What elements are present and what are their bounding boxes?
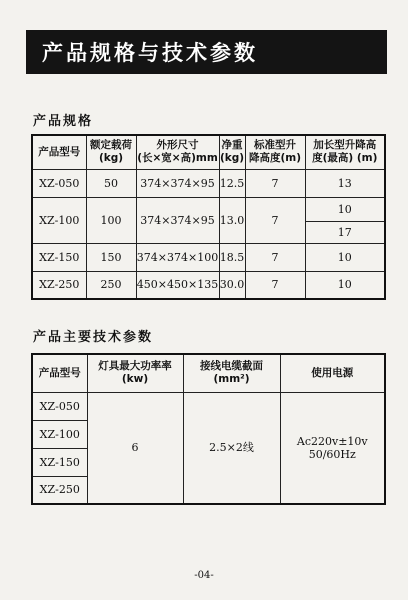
cell-ext-height: 10 (305, 243, 385, 271)
tech-table (31, 353, 386, 505)
spec-header-model: 产品型号 (32, 135, 86, 169)
cell-size: 450×450×135 (136, 271, 219, 299)
table-row (32, 197, 385, 221)
cell-ext-height: 10 (305, 197, 385, 221)
cell-load: 250 (86, 271, 136, 299)
spec-header-load: 额定载荷 (kg) (86, 135, 136, 169)
cell-std-height: 7 (245, 271, 305, 299)
cell-size: 374×374×95 (136, 169, 219, 197)
cell-size: 374×374×100 (136, 243, 219, 271)
cell-power: 6 (87, 392, 183, 504)
spec-header-std-height: 标准型升 降高度(m) (245, 135, 305, 169)
cell-model: XZ-250 (32, 271, 86, 299)
spec-header-size: 外形尺寸 (长×宽×高)mm (136, 135, 219, 169)
tech-header-row (32, 354, 385, 392)
cell-model: XZ-150 (32, 243, 86, 271)
cell-model: XZ-100 (32, 197, 86, 243)
table-row (32, 392, 385, 420)
spec-header-row (32, 135, 385, 169)
cell-model: XZ-250 (32, 476, 87, 504)
cell-std-height: 7 (245, 197, 305, 243)
cell-ext-height: 13 (305, 169, 385, 197)
cell-model: XZ-100 (32, 420, 87, 448)
tech-header-model: 产品型号 (32, 354, 87, 392)
cell-ext-height: 17 (305, 221, 385, 243)
cell-load: 50 (86, 169, 136, 197)
cell-std-height: 7 (245, 243, 305, 271)
cell-weight: 18.5 (219, 243, 245, 271)
table-row (32, 169, 385, 197)
spec-header-ext-height: 加长型升降高 度(最高) (m) (305, 135, 385, 169)
tech-header-power: 灯具最大功率率 (kw) (87, 354, 183, 392)
table-row (32, 271, 385, 299)
spec-header-weight: 净重 (kg) (219, 135, 245, 169)
table-row (32, 243, 385, 271)
tech-section-title: 产品主要技术参数 (33, 330, 154, 345)
tech-header-supply: 使用电源 (280, 354, 385, 392)
tech-header-cable: 接线电缆截面 (mm²) (183, 354, 280, 392)
cell-model: XZ-050 (32, 169, 86, 197)
cell-ext-height: 10 (305, 271, 385, 299)
cell-model: XZ-150 (32, 448, 87, 476)
banner-title: 产品规格与技术参数 (42, 41, 258, 65)
cell-weight: 12.5 (219, 169, 245, 197)
cell-weight: 30.0 (219, 271, 245, 299)
page-banner (26, 30, 387, 74)
page-number: -04- (194, 570, 214, 581)
cell-model: XZ-050 (32, 392, 87, 420)
cell-cable: 2.5×2线 (183, 392, 280, 504)
cell-load: 150 (86, 243, 136, 271)
cell-load: 100 (86, 197, 136, 243)
spec-table (31, 134, 386, 300)
spec-section-title: 产品规格 (33, 114, 94, 129)
cell-size: 374×374×95 (136, 197, 219, 243)
cell-std-height: 7 (245, 169, 305, 197)
cell-supply: Ac220v±10v 50/60Hz (280, 392, 385, 504)
cell-weight: 13.0 (219, 197, 245, 243)
